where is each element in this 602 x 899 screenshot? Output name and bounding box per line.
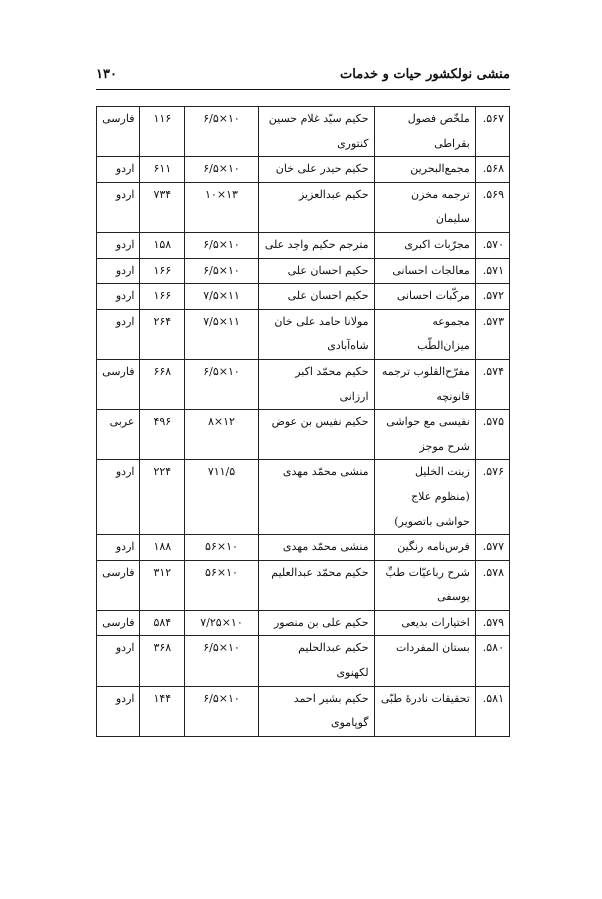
table-row	[97, 157, 510, 183]
language: اردو	[97, 460, 140, 535]
book-size: ۱۰×۶/۵	[185, 636, 259, 686]
table-row	[97, 460, 510, 535]
entry-number: ۵۸۰.	[475, 636, 509, 686]
page-count: ۱۵۸	[140, 232, 185, 258]
book-title: زینت الخلیل (منظوم علاج حواشی باتصویر)	[374, 460, 475, 535]
book-title: مجمع‌البحرین	[374, 157, 475, 183]
entry-number: ۵۶۸.	[475, 157, 509, 183]
book-size: ۱۰×۶/۵	[185, 107, 259, 157]
author: حکیم محمّد اکبر ارزانی	[258, 359, 374, 409]
author: حکیم محمّد عبدالعلیم	[258, 560, 374, 610]
author: حکیم سیّد غلام حسین کنتوری	[258, 107, 374, 157]
book-title: مجموعه میزان‌الطّب	[374, 309, 475, 359]
book-size: ۱۰×۶/۵	[185, 157, 259, 183]
entry-number: ۵۶۷.	[475, 107, 509, 157]
author: حکیم نفیس بن عوض	[258, 410, 374, 460]
page-count: ۵۸۴	[140, 610, 185, 636]
table-row	[97, 182, 510, 232]
table-row	[97, 359, 510, 409]
page-count: ۱۴۴	[140, 686, 185, 736]
author: حکیم حیدر علی خان	[258, 157, 374, 183]
book-title: اختیارات بدیعی	[374, 610, 475, 636]
page-number: ۱۳۰	[96, 67, 117, 82]
entry-number: ۵۷۲.	[475, 284, 509, 310]
author: حکیم احسان علی	[258, 258, 374, 284]
language: فارسی	[97, 610, 140, 636]
book-size: ۱۱×۷/۵	[185, 284, 259, 310]
page-count: ۱۱۶	[140, 107, 185, 157]
page-count: ۴۹۶	[140, 410, 185, 460]
language: اردو	[97, 182, 140, 232]
author: مترجم حکیم واجد علی	[258, 232, 374, 258]
language: فارسی	[97, 359, 140, 409]
book-size: ۱۲×۸	[185, 410, 259, 460]
entry-number: ۵۷۴.	[475, 359, 509, 409]
table-row	[97, 610, 510, 636]
header-rule	[96, 89, 510, 90]
catalog-body	[97, 107, 510, 737]
table-row	[97, 636, 510, 686]
book-size: ۱۰×۶/۵	[185, 232, 259, 258]
page-count: ۶۶۸	[140, 359, 185, 409]
running-title: منشی نولکشور حیات و خدمات	[340, 67, 510, 82]
language: اردو	[97, 686, 140, 736]
table-row	[97, 535, 510, 561]
book-title: مجرّبات اکبری	[374, 232, 475, 258]
table-row	[97, 560, 510, 610]
entry-number: ۵۶۹.	[475, 182, 509, 232]
book-size: ۱۰×۶/۵	[185, 359, 259, 409]
entry-number: ۵۷۱.	[475, 258, 509, 284]
entry-number: ۵۷۷.	[475, 535, 509, 561]
book-size: ۱۰×۶/۵	[185, 258, 259, 284]
table-row	[97, 309, 510, 359]
book-title: فرس‌نامه رنگین	[374, 535, 475, 561]
book-size: ۱۰×۶/۵	[185, 686, 259, 736]
page-count: ۲۶۴	[140, 309, 185, 359]
table-row	[97, 232, 510, 258]
book-title: نفیسی مع حواشی شرح موجز	[374, 410, 475, 460]
author: حکیم احسان علی	[258, 284, 374, 310]
author: حکیم بشیر احمد گوپاموی	[258, 686, 374, 736]
entry-number: ۵۷۳.	[475, 309, 509, 359]
book-title: تحقیقات نادرهٔ طبّی	[374, 686, 475, 736]
author: حکیم عبدالحلیم لکهنوی	[258, 636, 374, 686]
book-size: ۱۰×۵۶	[185, 560, 259, 610]
entry-number: ۵۷۵.	[475, 410, 509, 460]
book-size: ۱۰×۷/۲۵	[185, 610, 259, 636]
table-row	[97, 107, 510, 157]
language: اردو	[97, 258, 140, 284]
language: عربی	[97, 410, 140, 460]
entry-number: ۵۸۱.	[475, 686, 509, 736]
table-row	[97, 284, 510, 310]
book-title: معالجات احسانی	[374, 258, 475, 284]
language: اردو	[97, 636, 140, 686]
language: اردو	[97, 157, 140, 183]
page-count: ۱۶۶	[140, 284, 185, 310]
table-row	[97, 686, 510, 736]
page-count: ۲۲۴	[140, 460, 185, 535]
language: فارسی	[97, 107, 140, 157]
catalog-table	[96, 106, 510, 737]
language: اردو	[97, 309, 140, 359]
language: اردو	[97, 232, 140, 258]
author: مولانا حامد علی خان شاه‌آبادی	[258, 309, 374, 359]
language: اردو	[97, 535, 140, 561]
author: منشی محمّد مهدی	[258, 535, 374, 561]
book-title: شرح رباعیّات طبِّ یوسفی	[374, 560, 475, 610]
entry-number: ۵۷۶.	[475, 460, 509, 535]
page-count: ۶۱۱	[140, 157, 185, 183]
author: حکیم علی بن منصور	[258, 610, 374, 636]
entry-number: ۵۷۸.	[475, 560, 509, 610]
language: اردو	[97, 284, 140, 310]
book-title: ترجمه مخزن سلیمان	[374, 182, 475, 232]
language: فارسی	[97, 560, 140, 610]
page-count: ۳۱۲	[140, 560, 185, 610]
book-size: ۱۰×۵۶	[185, 535, 259, 561]
table-row	[97, 410, 510, 460]
book-size: ۷۱۱/۵	[185, 460, 259, 535]
book-title: ملخّص فصول بقراطی	[374, 107, 475, 157]
table-row	[97, 258, 510, 284]
book-title: مفرّح‌القلوب ترجمه قانونچه	[374, 359, 475, 409]
page-header	[96, 66, 510, 88]
book-title: مرکّبات احسانی	[374, 284, 475, 310]
page-count: ۱۸۸	[140, 535, 185, 561]
page-count: ۳۶۸	[140, 636, 185, 686]
page-count: ۷۳۴	[140, 182, 185, 232]
book-size: ۱۱×۷/۵	[185, 309, 259, 359]
author: حکیم عبدالعزیز	[258, 182, 374, 232]
book-title: بستان المفردات	[374, 636, 475, 686]
page-count: ۱۶۶	[140, 258, 185, 284]
entry-number: ۵۷۹.	[475, 610, 509, 636]
entry-number: ۵۷۰.	[475, 232, 509, 258]
author: منشی محمّد مهدی	[258, 460, 374, 535]
book-size: ۱۳×۱۰	[185, 182, 259, 232]
